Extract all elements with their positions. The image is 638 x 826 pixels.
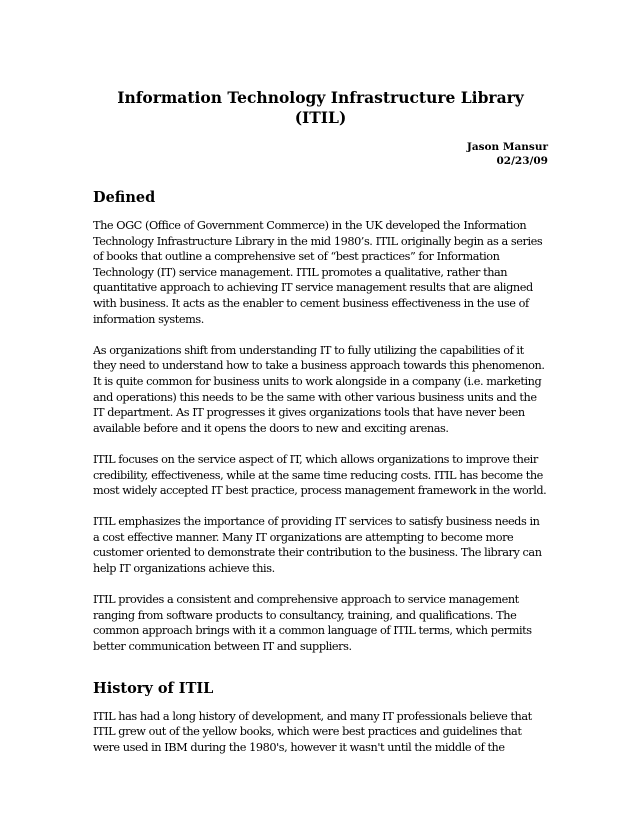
section-heading-defined: Defined xyxy=(93,189,156,206)
paragraph: The OGC (Office of Government Commerce) in the UK developed the Information Technology Infrastructure Library in the mid 1980’s. ITIL originally begin as a series of books that outline a comprehensive set of “best practices” for Information Technology (IT) service management. ITIL promotes a qualitative, rather than quantitative approach to achieving IT service management results that are aligned with business. It acts as the enabler to cement business effectiveness in the use of information systems. xyxy=(93,219,543,326)
section-heading-history: History of ITIL xyxy=(93,679,214,697)
paragraph: ITIL emphasizes the importance of providing IT services to satisfy business needs in a cost effective manner. Many IT organizations are attempting to become more customer oriented to demonstrate their contribution to the business. The library can help IT organizations achieve this. xyxy=(93,515,542,576)
paragraph: ITIL provides a consistent and comprehensive approach to service management ranging from software products to consultancy, training, and qualifications. The common approach brings with it a common language of ITIL terms, which permits better communication between IT and suppliers. xyxy=(93,593,532,654)
author-name: Jason Mansur xyxy=(466,141,548,153)
paragraph: ITIL focuses on the service aspect of IT, which allows organizations to improve their credibility, effectiveness, while at the same time reducing costs. ITIL has become the most widely accepted IT best practice, process management framework in the world. xyxy=(93,452,547,498)
section-body-defined xyxy=(93,218,548,655)
document-title: Information Technology Infrastructure Library (ITIL) xyxy=(117,88,524,127)
document-date: 02/23/09 xyxy=(496,155,548,167)
author-block xyxy=(93,140,548,168)
document-page xyxy=(93,88,548,755)
paragraph: As organizations shift from understanding IT to fully utilizing the capabilities of it they need to understand how to take a business approach towards this phenomenon. It is quite common for business units to work alongside in a company (i.e. marketing and operations) this needs to be the same with other various business units and the IT department. As IT progresses it gives organizations tools that have never been available before and it opens the doors to new and exciting arenas. xyxy=(93,343,545,435)
paragraph: ITIL has had a long history of development, and many IT professionals believe that ITIL grew out of the yellow books, which were best practices and guidelines that were used in IBM during the 1980's, however it wasn't until the middle of the xyxy=(93,709,532,754)
section-body-history xyxy=(93,709,548,756)
